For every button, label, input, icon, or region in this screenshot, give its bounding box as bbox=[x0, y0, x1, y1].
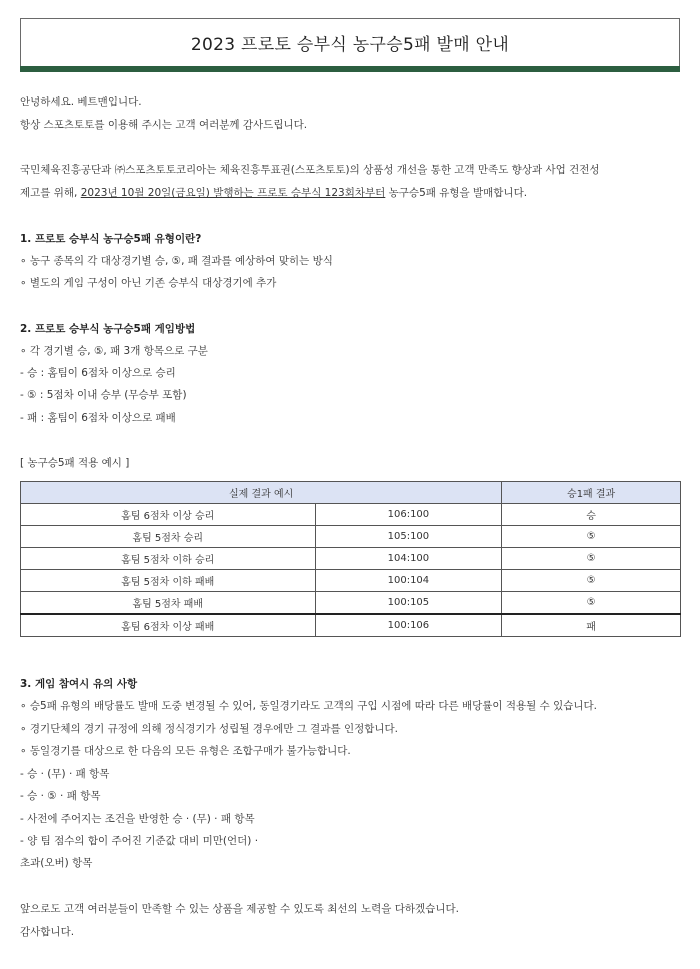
table-row bbox=[21, 504, 681, 526]
section2-item: - ⑤ : 5점차 이내 승부 (무승부 포함) bbox=[20, 389, 187, 401]
intro-line4-post: 농구승5패 유형을 발매합니다. bbox=[385, 187, 528, 199]
section3-item: ∘ 경기단체의 경기 규정에 의해 정식경기가 성립될 경우에만 그 결과를 인정합니다. bbox=[20, 723, 399, 735]
section3-item: 초과(오버) 항목 bbox=[20, 857, 93, 869]
section3-item: - 승 · (무) · 패 항목 bbox=[20, 768, 110, 780]
row-result: ⑤ bbox=[502, 526, 681, 548]
row-desc: 홈팀 6점차 이상 승리 bbox=[21, 504, 316, 526]
section2-heading: 2. 프로토 승부식 농구승5패 게임방법 bbox=[20, 323, 196, 335]
row-result: ⑤ bbox=[502, 570, 681, 592]
row-desc: 홈팀 5점차 패배 bbox=[21, 592, 316, 615]
closing-line: 앞으로도 고객 여러분들이 만족할 수 있는 상품을 제공할 수 있도록 최선의 노력을 다하겠습니다. bbox=[20, 903, 459, 915]
intro-thanks: 항상 스포츠토토를 이용해 주시는 고객 여러분께 감사드립니다. bbox=[20, 119, 308, 131]
section3-item: - 양 팀 점수의 합이 주어진 기준값 대비 미만(언더) · bbox=[20, 835, 259, 847]
header-bet-result: 승1패 결과 bbox=[502, 482, 681, 504]
table-header-row bbox=[21, 482, 681, 504]
section2-item: - 패 : 홈팀이 6점차 이상으로 패배 bbox=[20, 412, 176, 424]
row-desc: 홈팀 5점차 승리 bbox=[21, 526, 316, 548]
row-score: 106:100 bbox=[315, 504, 502, 526]
row-result: 승 bbox=[502, 504, 681, 526]
row-result: 패 bbox=[502, 614, 681, 637]
row-score: 100:105 bbox=[315, 592, 502, 615]
table-row bbox=[21, 548, 681, 570]
section3-item: - 사전에 주어지는 조건을 반영한 승 · (무) · 패 항목 bbox=[20, 813, 255, 825]
table-row bbox=[21, 526, 681, 548]
section1-item: ∘ 별도의 게임 구성이 아닌 기존 승부식 대상경기에 추가 bbox=[20, 277, 277, 289]
table-row bbox=[21, 570, 681, 592]
row-score: 104:100 bbox=[315, 548, 502, 570]
row-desc: 홈팀 5점차 이하 패배 bbox=[21, 570, 316, 592]
title-underline-bar bbox=[20, 66, 680, 72]
section2-item: ∘ 각 경기별 승, ⑤, 패 3개 항목으로 구분 bbox=[20, 345, 208, 357]
intro-issue-date-underlined: 2023년 10월 20일(금요일) 발행하는 프로토 승부식 123회차부터 bbox=[80, 187, 386, 199]
row-desc: 홈팀 5점차 이하 승리 bbox=[21, 548, 316, 570]
section3-item: ∘ 동일경기를 대상으로 한 다음의 모든 유형은 조합구매가 불가능합니다. bbox=[20, 745, 351, 757]
row-desc: 홈팀 6점차 이상 패배 bbox=[21, 614, 316, 637]
section3-item: ∘ 승5패 유형의 배당률도 발매 도중 변경될 수 있어, 동일경기라도 고객의 구입 시점에 따라 다른 배당률이 적용될 수 있습니다. bbox=[20, 700, 598, 712]
closing-thanks: 감사합니다. bbox=[20, 926, 75, 938]
section1-item: ∘ 농구 종목의 각 대상경기별 승, ⑤, 패 결과를 예상하여 맞히는 방식 bbox=[20, 255, 333, 267]
example-caption: [ 농구승5패 적용 예시 ] bbox=[20, 457, 130, 469]
intro-line4 bbox=[20, 186, 527, 200]
page-title: 2023 프로토 승부식 농구승5패 발매 안내 bbox=[190, 35, 510, 55]
table-row bbox=[21, 592, 681, 615]
example-table bbox=[20, 481, 681, 637]
header-actual-result: 실제 결과 예시 bbox=[21, 482, 502, 504]
row-score: 105:100 bbox=[315, 526, 502, 548]
section3-item: - 승 · ⑤ · 패 항목 bbox=[20, 790, 101, 802]
table-row bbox=[21, 614, 681, 637]
row-result: ⑤ bbox=[502, 592, 681, 615]
row-result: ⑤ bbox=[502, 548, 681, 570]
row-score: 100:106 bbox=[315, 614, 502, 637]
intro-line4-pre: 제고를 위해, bbox=[20, 187, 81, 199]
row-score: 100:104 bbox=[315, 570, 502, 592]
title-box bbox=[20, 18, 680, 66]
section3-heading: 3. 게임 참여시 유의 사항 bbox=[20, 678, 138, 690]
intro-greeting: 안녕하세요. 베트맨입니다. bbox=[20, 96, 142, 108]
intro-line3: 국민체육진흥공단과 ㈜스포츠토토코리아는 체육진흥투표권(스포츠토토)의 상품성 개선을 통한 고객 만족도 향상과 사업 건전성 bbox=[20, 164, 600, 176]
section2-item: - 승 : 홈팀이 6점차 이상으로 승리 bbox=[20, 367, 176, 379]
section1-heading: 1. 프로토 승부식 농구승5패 유형이란? bbox=[20, 233, 202, 245]
